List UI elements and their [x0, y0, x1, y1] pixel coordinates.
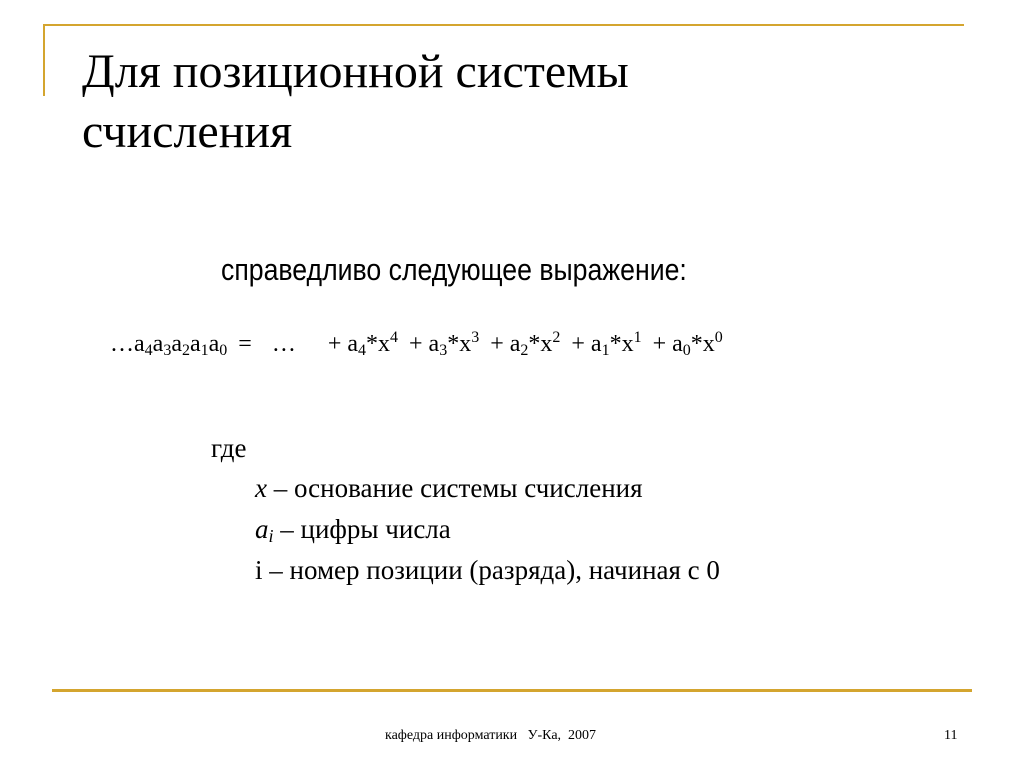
- formula-term-1: + $a_1*x^1$: [571, 329, 642, 359]
- definition-x-symbol: x: [255, 473, 267, 503]
- slide-title-line-1: Для позиционной системы: [82, 45, 629, 98]
- definition-x: [255, 468, 720, 509]
- footer-text: кафедра информатики У-Ка, 2007: [385, 728, 597, 743]
- definition-x-text: – основание системы счисления: [266, 473, 643, 503]
- definition-i-symbol: i: [255, 555, 263, 585]
- intro-text: справедливо следующее выражение:: [221, 252, 687, 287]
- formula-lhs-digit-1: $a_1$: [189, 331, 209, 359]
- footer-divider: [52, 689, 972, 692]
- slide-title: [82, 42, 942, 162]
- definition-a: [255, 509, 720, 550]
- frame-left-line: [43, 24, 45, 96]
- formula-term-4: + $a_4*x^4$: [327, 329, 399, 359]
- formula-term-0: + $a_0*x^0$: [652, 329, 723, 359]
- formula-lhs-digit-2: $a_2$: [171, 331, 190, 359]
- formula-term-2: + $a_2*x^2$: [490, 329, 561, 359]
- definition-i-text: – номер позиции (разряда), начиная с 0: [262, 555, 720, 585]
- formula-lhs-digit-4: $\dots a_4$: [110, 331, 153, 359]
- definitions-list: [255, 468, 720, 591]
- page-number: 11: [944, 728, 958, 743]
- formula-ellipsis: …: [271, 331, 296, 357]
- formula-lhs-digit-0: $a_0$: [208, 331, 228, 359]
- formula-term-3: + $a_3*x^3$: [409, 329, 480, 359]
- formula-lhs-digit-3: $a_3$: [152, 331, 172, 359]
- formula: [110, 322, 723, 366]
- formula-equals: =: [238, 331, 252, 357]
- definition-a-symbol: a: [255, 514, 269, 544]
- where-label: где: [211, 433, 247, 463]
- frame-top-line: [43, 24, 964, 26]
- definition-a-subscript: i: [268, 526, 274, 546]
- slide-title-line-2: счисления: [82, 105, 293, 158]
- definition-i: [255, 550, 720, 591]
- definition-a-text: – цифры числа: [273, 514, 451, 544]
